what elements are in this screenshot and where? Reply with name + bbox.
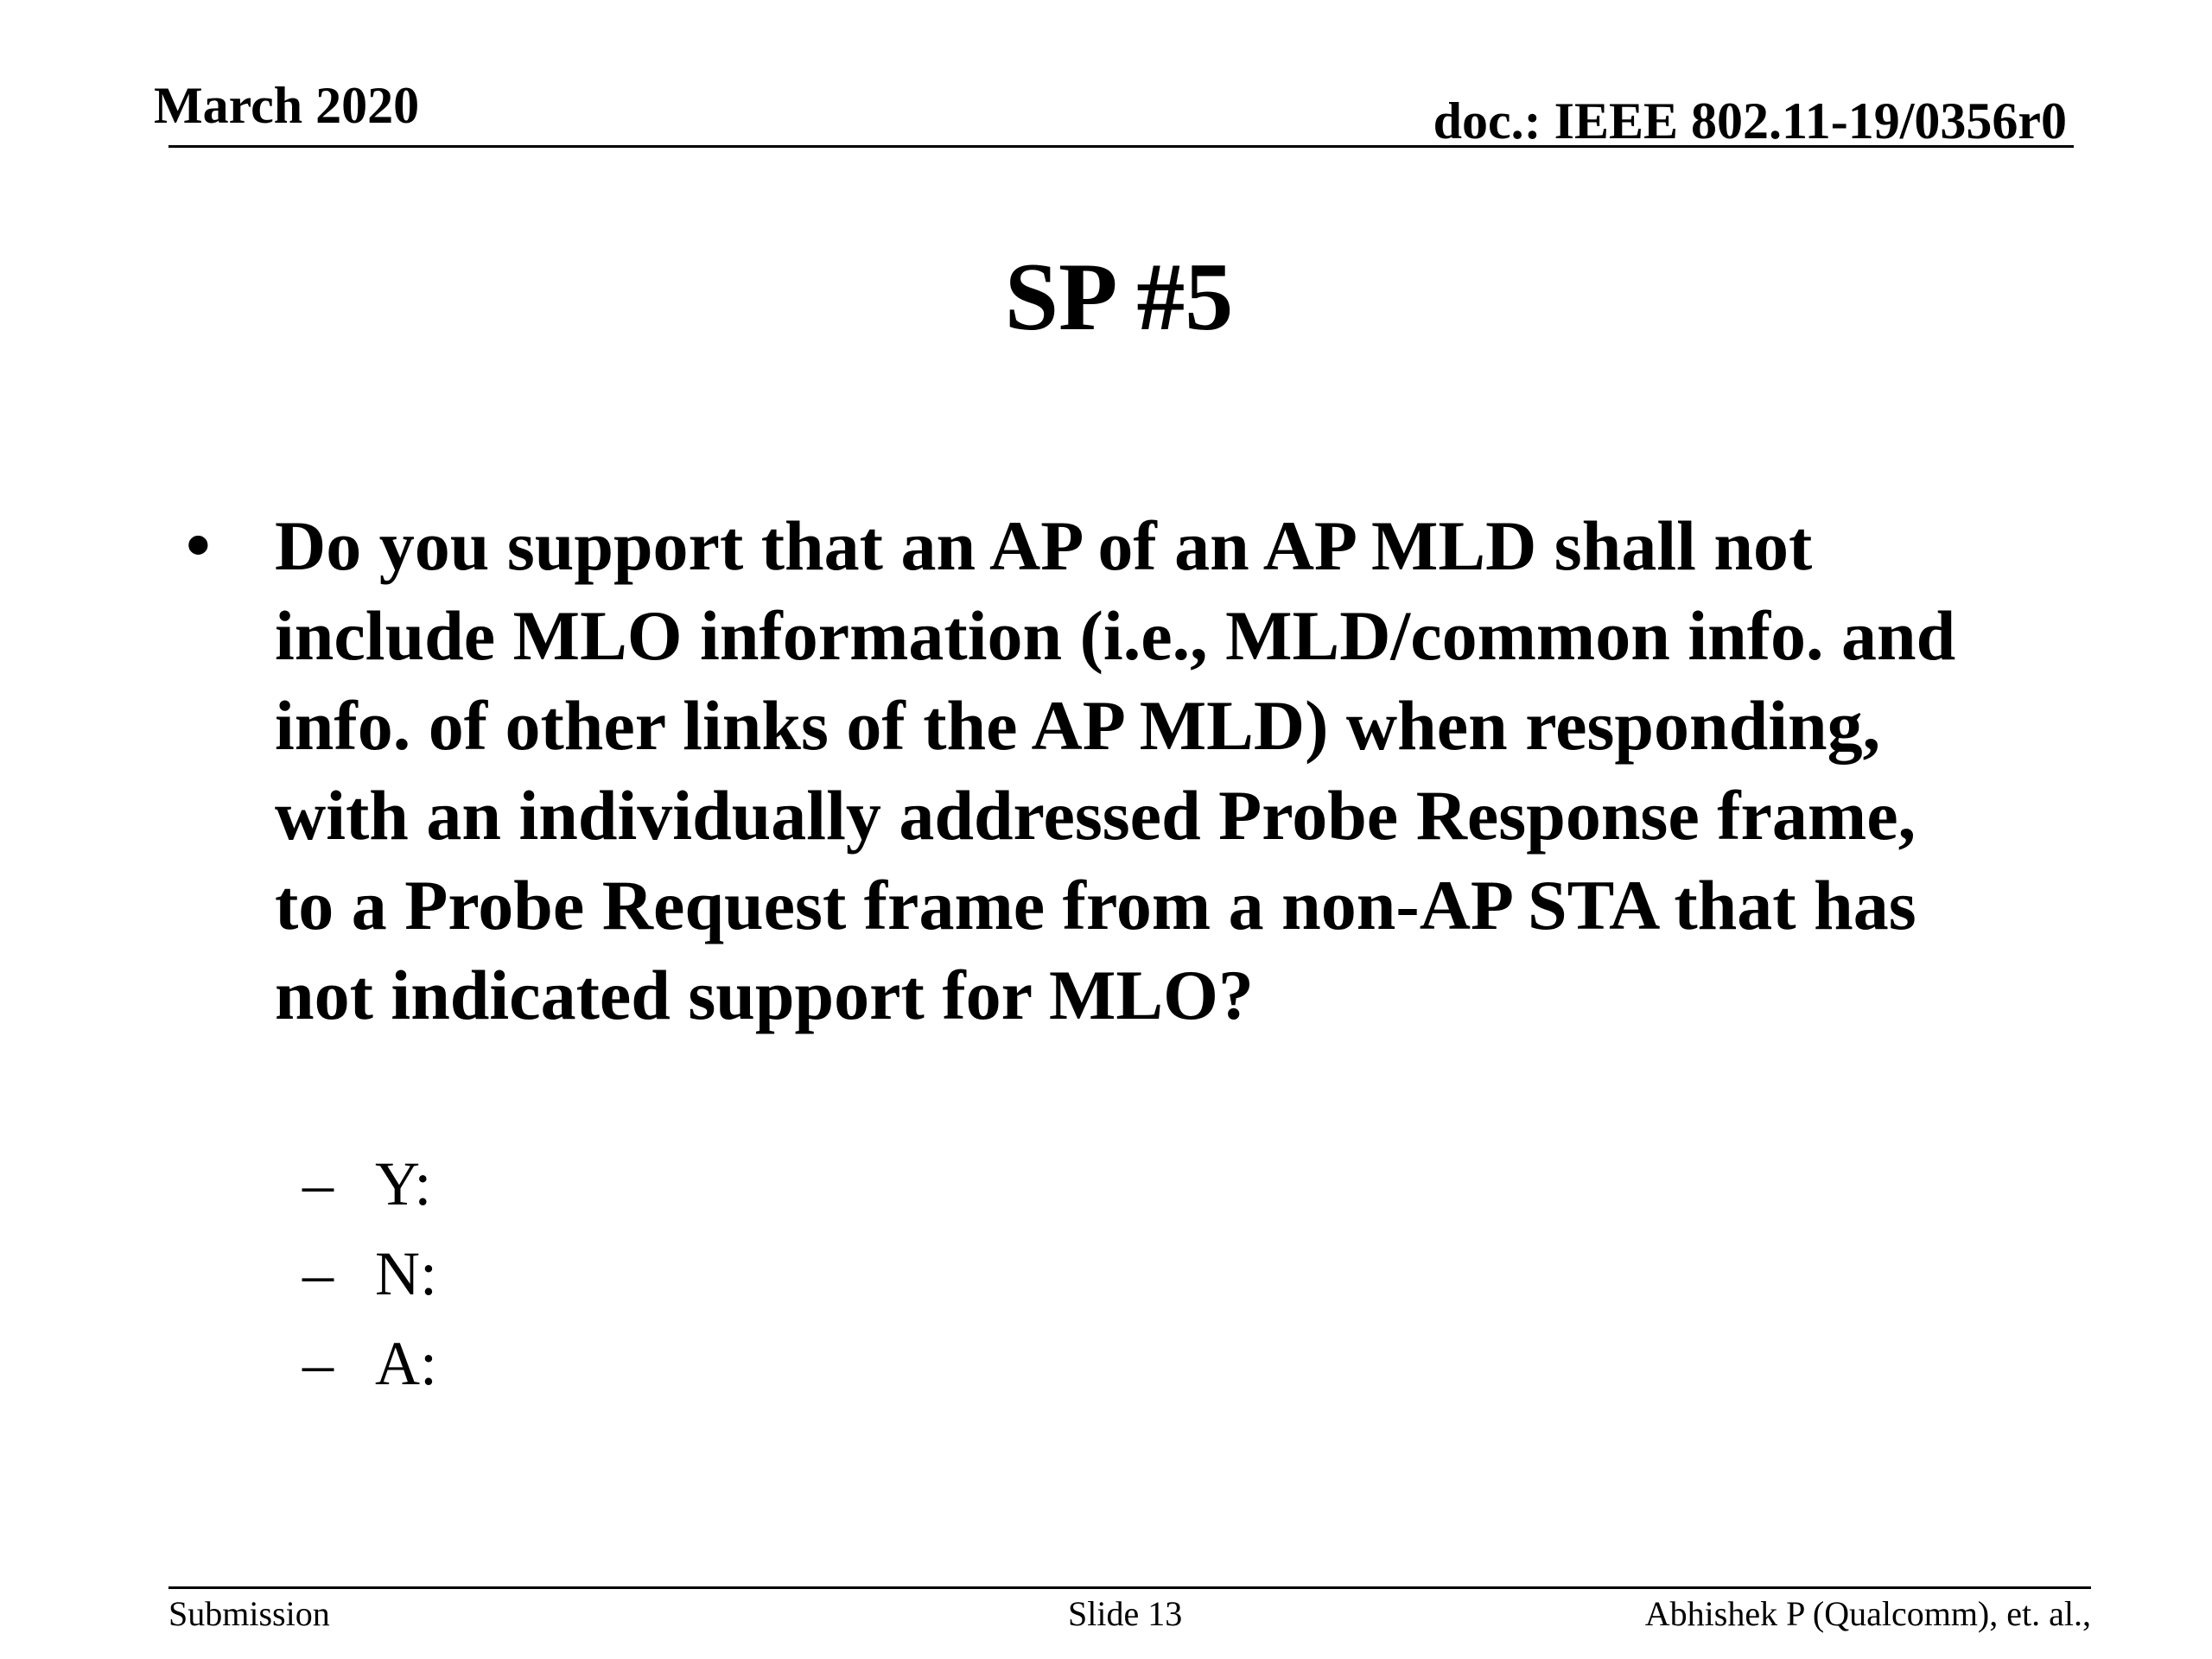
footer-slide-number: Slide 13 xyxy=(1068,1594,1183,1633)
bullet-marker: • xyxy=(186,505,211,584)
dash-marker: – xyxy=(302,1239,334,1308)
header-date: March 2020 xyxy=(154,77,420,134)
header-doc-id: doc.: IEEE 802.11-19/0356r0 xyxy=(1433,92,2067,149)
header-divider xyxy=(168,145,2074,148)
bullet-line: with an individually addressed Probe Response frame, xyxy=(275,776,1916,855)
vote-options xyxy=(302,1139,437,1408)
dash-marker: – xyxy=(302,1149,334,1218)
bullet-question xyxy=(275,501,2141,1040)
vote-option-label: Y: xyxy=(375,1149,432,1218)
footer-submission: Submission xyxy=(168,1594,330,1633)
slide-title: SP #5 xyxy=(1004,244,1234,351)
footer-author: Abhishek P (Qualcomm), et. al., xyxy=(1644,1594,2091,1633)
dash-marker: – xyxy=(302,1329,334,1398)
footer-divider xyxy=(168,1586,2091,1589)
bullet-line: info. of other links of the AP MLD) when responding, xyxy=(275,686,1881,765)
vote-option-abstain xyxy=(302,1319,437,1408)
bullet-line: include MLO information (i.e., MLD/common info. and xyxy=(275,596,1956,675)
vote-option-label: A: xyxy=(375,1329,437,1398)
bullet-line: Do you support that an AP of an AP MLD shall not xyxy=(275,506,1813,585)
vote-option-yes xyxy=(302,1139,437,1229)
vote-option-no xyxy=(302,1229,437,1319)
bullet-line: not indicated support for MLO? xyxy=(275,956,1254,1034)
vote-option-label: N: xyxy=(375,1239,437,1308)
bullet-line: to a Probe Request frame from a non-AP STA that has xyxy=(275,866,1916,944)
